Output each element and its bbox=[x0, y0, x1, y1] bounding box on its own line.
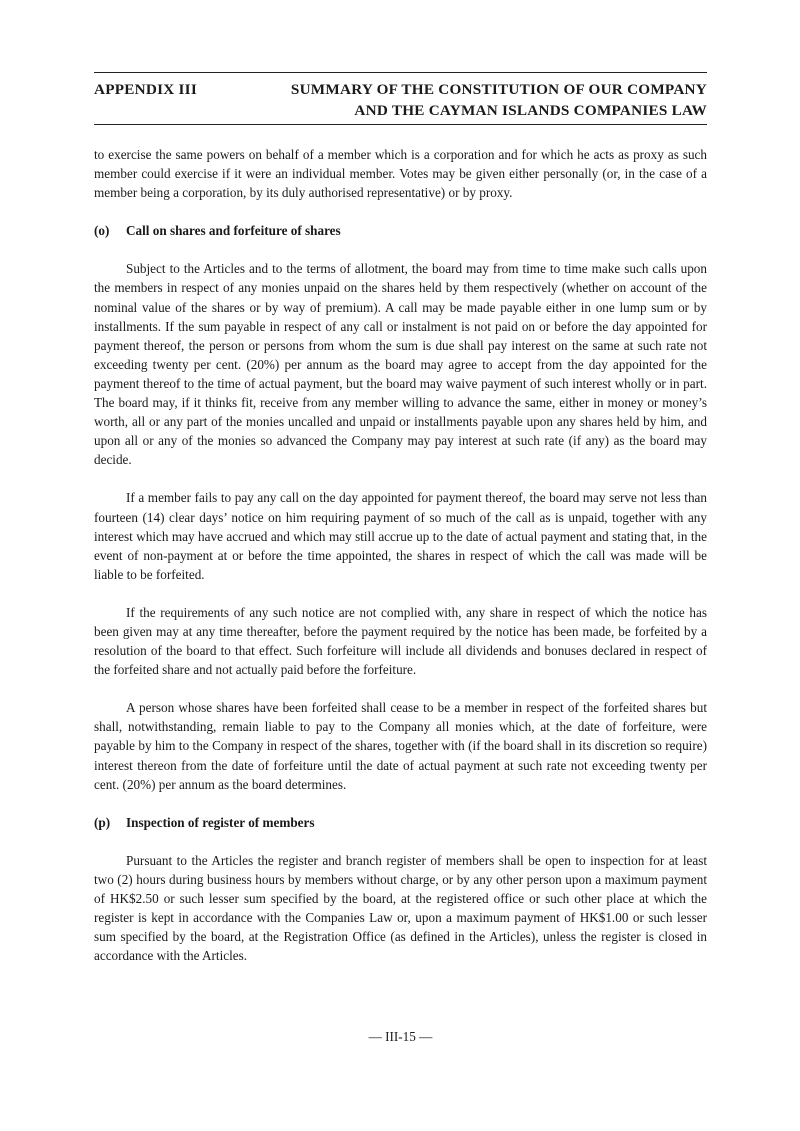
header-title-line-1: SUMMARY OF THE CONSTITUTION OF OUR COMPANY bbox=[290, 81, 707, 98]
paragraph: Subject to the Articles and to the terms of allotment, the board may from time to time make such calls upon the members in respect of any monies unpaid on the shares held by them respectively (whether on account of the nominal value of the shares or by way of premium). A call may be made payable either in one lump sum or by installments. If the sum payable in respect of any call or instalment is not paid on or before the day appointed for payment thereof, the person or persons from whom the sum is due shall pay interest on the same at such rate not exceeding twenty per cent. (20%) per annum as the board may agree to accept from the day appointed for the payment thereof to the time of actual payment, but the board may waive payment of such interest wholly or in part. The board may, if it thinks fit, receive from any member willing to advance the same, either in money or money’s worth, all or any part of the monies uncalled and unpaid or installments payable upon any shares held by him, and upon all or any of the monies so advanced the Company may pay interest at such rate (if any) as the board may decide. bbox=[94, 261, 707, 468]
header-title-line-2: AND THE CAYMAN ISLANDS COMPANIES LAW bbox=[354, 102, 707, 119]
header-bottom-rule bbox=[94, 124, 707, 125]
page-number: — III-15 — bbox=[368, 1029, 433, 1044]
section-heading-o bbox=[94, 221, 707, 240]
header-top-rule bbox=[94, 72, 707, 73]
section-title: Inspection of register of members bbox=[126, 814, 315, 830]
paragraph: If a member fails to pay any call on the day appointed for payment thereof, the board may serve not less than fourteen (14) clear days’ notice on him requiring payment of so much of the call as is unpaid, together with any interest which may have accrued and which may still accrue up to the date of actual payment and stating that, in the event of non-payment at or before the time appointed, the shares in respect of which the call was made will be liable to be forfeited. bbox=[94, 490, 707, 582]
document-page bbox=[94, 0, 707, 1131]
section-number: (p) bbox=[94, 814, 111, 830]
section-title: Call on shares and forfeiture of shares bbox=[126, 223, 341, 239]
paragraph: A person whose shares have been forfeited shall cease to be a member in respect of the forfeited shares but shall, notwithstanding, remain liable to pay to the Company all monies which, at the date of forfeiture, were payable by him to the Company in respect of the shares, together with (if the board shall in its discretion so require) interest thereon from the date of forfeiture until the date of actual payment at such rate not exceeding twenty per cent. (20%) per annum as the board determines. bbox=[94, 700, 707, 792]
section-heading-p bbox=[94, 813, 707, 832]
section-number: (o) bbox=[94, 223, 110, 239]
paragraph: If the requirements of any such notice are not complied with, any share in respect of which the notice has been given may at any time thereafter, before the payment required by the notice has been made, be forfeited by a resolution of the board to that effect. Such forfeiture will include all dividends and bonuses declared in respect of the forfeited share and not actually paid before the forfeiture. bbox=[94, 604, 707, 678]
appendix-label: APPENDIX III bbox=[94, 81, 197, 98]
intro-paragraph: to exercise the same powers on behalf of a member which is a corporation and for which he acts as proxy as such member could exercise if it were an individual member. Votes may be given either personally (or, in the case of a member being a corporation, by its duly authorised representative) or by proxy. bbox=[94, 147, 707, 201]
paragraph: Pursuant to the Articles the register and branch register of members shall be open to inspection for at least two (2) hours during business hours by members without charge, or by any other person upon a maximum payment of HK$2.50 or such lesser sum specified by the board, at the registered office or such other place at which the register is kept in accordance with the Companies Law or, upon a maximum payment of HK$1.00 or such lesser sum specified by the board, at the Registration Office (as defined in the Articles), unless the register is closed in accordance with the Articles. bbox=[94, 852, 707, 964]
document-body bbox=[94, 145, 707, 984]
